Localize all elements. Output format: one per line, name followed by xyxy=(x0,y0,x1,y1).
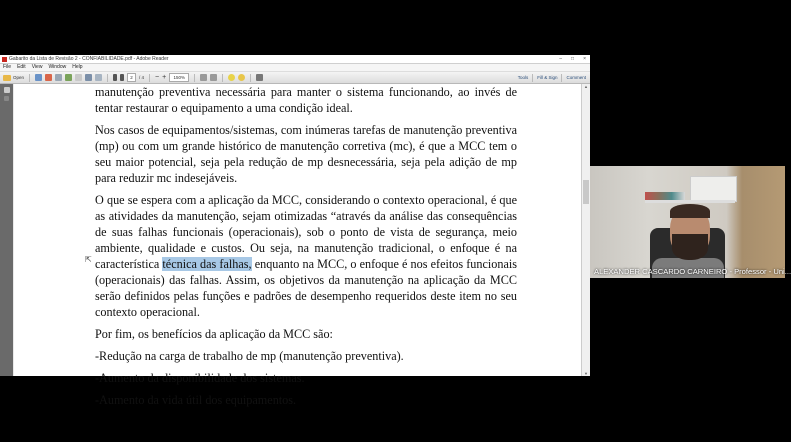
scroll-up-icon[interactable]: ▲ xyxy=(584,84,588,89)
menu-help[interactable]: Help xyxy=(72,64,83,70)
document-view[interactable] xyxy=(14,84,582,407)
paragraph: manutenção preventiva necessária para manter o sistema funcionando, ao invés de tentar restaurar o equipamento a uma condição ideal. xyxy=(95,85,517,115)
comment-icon[interactable] xyxy=(228,74,235,81)
maximize-button[interactable]: □ xyxy=(571,56,575,62)
page-total: / 4 xyxy=(139,75,145,80)
pdf-page xyxy=(95,84,517,414)
comment-button[interactable]: Comment xyxy=(566,75,586,80)
adobe-reader-window xyxy=(0,55,590,407)
navigation-panel xyxy=(0,84,13,376)
menu-window[interactable]: Window xyxy=(48,64,67,70)
tools-button[interactable]: Tools xyxy=(517,75,529,80)
bullet-item: -Aumento da vida útil dos equipamentos. xyxy=(95,393,297,407)
bullet-item: -Aumento da disponibilidade dos sistemas. xyxy=(95,371,305,385)
video-person-beard xyxy=(672,234,708,260)
edit-icon[interactable] xyxy=(55,74,62,81)
page-thumbnails-icon[interactable] xyxy=(4,87,10,93)
fit-page-icon[interactable] xyxy=(200,74,207,81)
bullet-item: -Redução na carga de trabalho de mp (manutenção preventiva). xyxy=(95,349,404,363)
divider xyxy=(194,74,195,82)
close-button[interactable]: × xyxy=(583,56,586,62)
video-books xyxy=(645,192,685,200)
attachments-icon[interactable] xyxy=(4,96,9,101)
fit-width-icon[interactable] xyxy=(210,74,217,81)
menu-file[interactable]: File xyxy=(3,64,12,70)
paragraph: Por fim, os benefícios da aplicação da MCC são: xyxy=(95,327,333,341)
share-icon[interactable] xyxy=(65,74,72,81)
zoom-level-select[interactable]: 150% xyxy=(169,73,189,82)
open-label: Open xyxy=(13,75,25,80)
mouse-cursor-icon: ⇱ xyxy=(85,255,92,264)
video-shelf xyxy=(645,200,735,203)
divider xyxy=(222,74,223,82)
divider xyxy=(561,74,562,82)
text-selection[interactable]: técnica das falhas, xyxy=(162,257,252,271)
menu-edit[interactable]: Edit xyxy=(17,64,26,70)
email-icon[interactable] xyxy=(95,74,102,81)
minimize-button[interactable]: – xyxy=(559,56,563,62)
scrollbar-thumb[interactable] xyxy=(583,180,589,204)
window-title: Gabarito da Lista de Revisão 2 - CONFIABILIDADE.pdf - Adobe Reader xyxy=(9,56,169,62)
save-icon[interactable] xyxy=(75,74,82,81)
divider xyxy=(250,74,251,82)
divider xyxy=(149,74,150,82)
menu-view[interactable]: View xyxy=(31,64,43,70)
divider xyxy=(107,74,108,82)
open-button[interactable] xyxy=(3,75,24,81)
fill-sign-button[interactable]: Fill & Sign xyxy=(537,75,558,80)
scroll-down-icon[interactable]: ▼ xyxy=(584,371,588,376)
adobe-reader-icon xyxy=(2,57,7,62)
paragraph xyxy=(95,192,517,320)
create-pdf-icon[interactable] xyxy=(35,74,42,81)
divider xyxy=(29,74,30,82)
video-person-hair xyxy=(670,204,710,218)
participant-name-label: ALEXANDER CASCARDO CARNEIRO - Professor - Uni... xyxy=(594,267,791,276)
paragraph-text: O que se espera com a aplicação da MCC, considerando o contexto operacional, é que as atividades da manutenção, sejam otimizadas “através da análise das consequências de suas falhas funcionais (operacionais), sob o ponto de vista de segurança, meio ambiente, qualidade e custos. Ou seja, na manutenção tradicional, o enfoque é na característica xyxy=(95,193,517,271)
zoom-in-button[interactable]: + xyxy=(162,74,167,81)
vertical-scrollbar[interactable] xyxy=(581,84,590,376)
folder-icon xyxy=(3,75,11,81)
print-icon[interactable] xyxy=(85,74,92,81)
title-bar xyxy=(0,55,590,64)
toolbar xyxy=(0,72,590,84)
video-cabinet xyxy=(690,176,737,202)
convert-icon[interactable] xyxy=(45,74,52,81)
highlight-icon[interactable] xyxy=(238,74,245,81)
paragraph-text: enquanto na MCC, o enfoque é nos efeitos funcionais (operacionais) das falhas. Assim, os objetivos da manutenção na aplicação da MCC serão definidos pelas funções e padrões de desempenho requeridos deste item no seu contexto operacional. xyxy=(95,257,517,319)
next-page-icon[interactable] xyxy=(120,74,124,81)
zoom-out-button[interactable]: − xyxy=(155,74,160,81)
divider xyxy=(532,74,533,82)
participant-video[interactable] xyxy=(590,166,791,278)
previous-page-icon[interactable] xyxy=(113,74,117,81)
page-number-input[interactable]: 2 xyxy=(127,73,136,82)
paragraph: Nos casos de equipamentos/sistemas, com inúmeras tarefas de manutenção preventiva (mp) ou com um grande histórico de manutenção corretiva (mc), é que a MCC tem o seu maior potencial, seja pela redução de mp desnecessária, seja pela adição de mp para reduzir mc indesejáveis. xyxy=(95,123,517,185)
fullscreen-icon[interactable] xyxy=(256,74,263,81)
menu-bar xyxy=(0,64,590,72)
